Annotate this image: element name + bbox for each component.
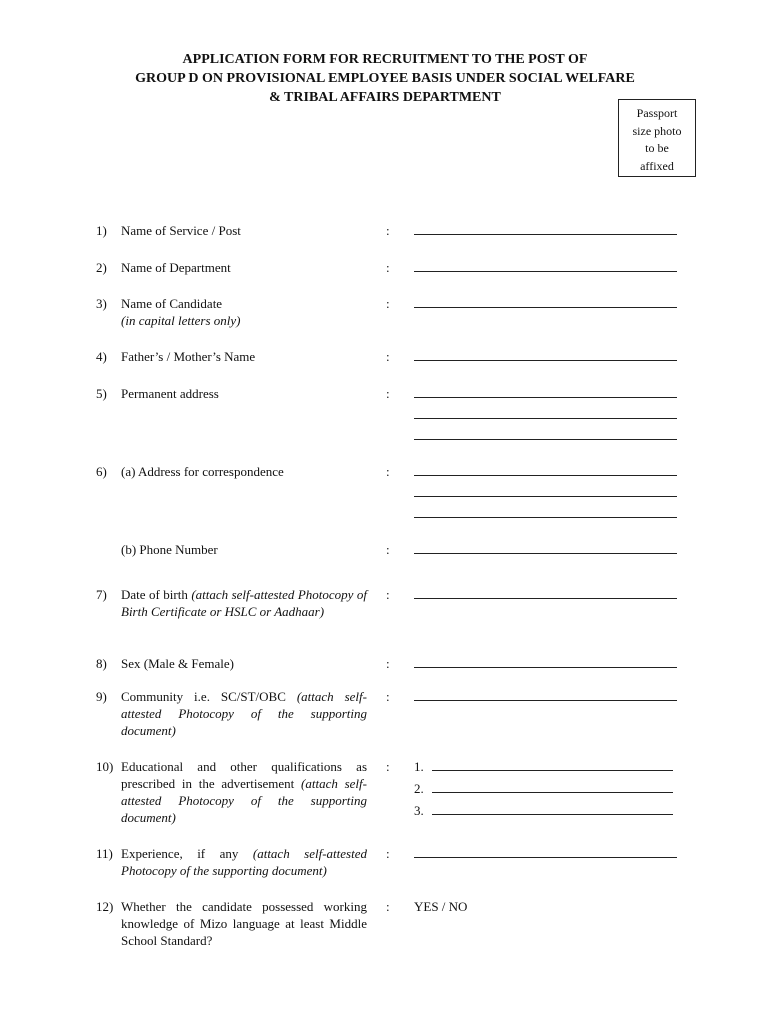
correspondence-address-line-2[interactable] [414, 496, 677, 497]
title-line-3: & TRIBAL AFFAIRS DEPARTMENT [269, 90, 501, 105]
permanent-address-line-2[interactable] [414, 418, 677, 419]
field-number: 6) [96, 464, 107, 479]
field-colon: : [386, 223, 390, 238]
field-colon: : [386, 386, 390, 401]
field-colon: : [386, 464, 390, 479]
field-label: Name of Candidate [121, 296, 223, 311]
field-number: 8) [96, 656, 107, 671]
field-colon: : [386, 587, 390, 602]
qualification-1-input[interactable] [432, 770, 673, 771]
community-input[interactable] [414, 700, 677, 701]
field-note: (attach self-attested Photocopy of the supporting document) [121, 776, 367, 825]
field-label: Permanent address [121, 386, 219, 401]
title-line-2: GROUP D ON PROVISIONAL EMPLOYEE BASIS UNDER SOCIAL WELFARE [135, 71, 635, 86]
field-label: Sex (Male & Female) [121, 656, 234, 671]
correspondence-address-line-3[interactable] [414, 517, 677, 518]
field-note: (attach self-attested Photocopy of Birth Certificate or HSLC or Aadhaar) [121, 587, 368, 619]
qualification-number: 3. [414, 803, 424, 818]
field-number: 7) [96, 587, 107, 602]
photo-text-2: size photo [632, 123, 682, 138]
permanent-address-line-3[interactable] [414, 439, 677, 440]
field-number: 4) [96, 349, 107, 364]
field-colon: : [386, 260, 390, 275]
qualification-number: 1. [414, 759, 424, 774]
parent-name-input[interactable] [414, 360, 677, 361]
field-label: Experience, if any [121, 846, 239, 861]
department-input[interactable] [414, 271, 677, 272]
photo-text-4: affixed [640, 158, 674, 173]
field-colon: : [386, 759, 390, 774]
field-number: 3) [96, 296, 107, 311]
field-label: Date of birth [121, 587, 188, 602]
field-number: 12) [96, 899, 114, 914]
candidate-name-input[interactable] [414, 307, 677, 308]
field-colon: : [386, 846, 390, 861]
field-label: Name of Department [121, 260, 231, 275]
field-number: 1) [96, 223, 107, 238]
field-number: 5) [96, 386, 107, 401]
field-number: 10) [96, 759, 114, 774]
field-number: 2) [96, 260, 107, 275]
field-label: (b) Phone Number [121, 542, 218, 557]
qualification-number: 2. [414, 781, 424, 796]
field-label: Educational and other qualifications as prescribed in the advertisement [121, 759, 367, 791]
field-label: Whether the candidate possessed working knowledge of Mizo language at least Middle School Standard? [121, 899, 367, 948]
qualification-3-input[interactable] [432, 814, 673, 815]
passport-photo-box[interactable] [618, 99, 696, 177]
field-colon: : [386, 349, 390, 364]
field-number: 9) [96, 689, 107, 704]
field-label: Father’s / Mother’s Name [121, 349, 256, 364]
experience-input[interactable] [414, 857, 677, 858]
field-number: 11) [96, 846, 113, 861]
field-colon: : [386, 689, 390, 704]
field-colon: : [386, 899, 390, 914]
sex-input[interactable] [414, 667, 677, 668]
field-note: (attach self-attested Photocopy of the supporting document) [121, 689, 367, 738]
field-note: (in capital letters only) [121, 313, 241, 328]
field-label: Name of Service / Post [121, 223, 241, 238]
field-label: (a) Address for correspondence [121, 464, 284, 479]
photo-text-1: Passport [636, 106, 678, 120]
yes-no-answer[interactable]: YES / NO [414, 899, 468, 914]
field-colon: : [386, 296, 390, 311]
field-colon: : [386, 542, 390, 557]
qualification-2-input[interactable] [432, 792, 673, 793]
phone-number-input[interactable] [414, 553, 677, 554]
correspondence-address-line-1[interactable] [414, 475, 677, 476]
service-post-input[interactable] [414, 234, 677, 235]
field-note: (attach self-attested Photocopy of the supporting document) [121, 846, 367, 878]
title-line-1: APPLICATION FORM FOR RECRUITMENT TO THE POST OF [182, 52, 588, 67]
date-of-birth-input[interactable] [414, 598, 677, 599]
field-colon: : [386, 656, 390, 671]
field-label: Community i.e. SC/ST/OBC [121, 689, 286, 704]
photo-text-3: to be [645, 141, 669, 155]
permanent-address-line-1[interactable] [414, 397, 677, 398]
